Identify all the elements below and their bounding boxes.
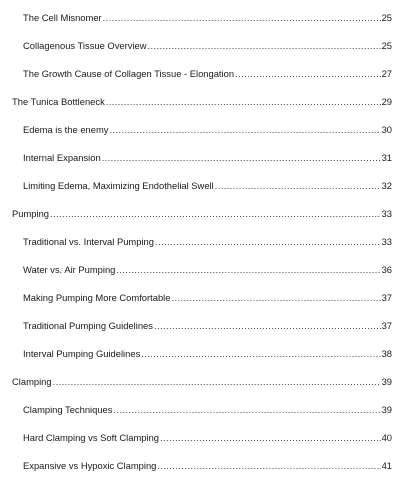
toc-entry-growth-cause-collagen[interactable] [23, 68, 392, 80]
toc-entry-interval-guidelines[interactable] [23, 348, 392, 360]
toc-entry-page: 25 [381, 12, 392, 23]
toc-entry-page: 36 [381, 264, 392, 275]
toc-entry-collagenous-tissue-overview[interactable] [23, 40, 392, 52]
toc-entry-tunica-bottleneck[interactable] [12, 96, 392, 108]
toc-entry-limiting-edema[interactable] [23, 180, 392, 192]
toc-entry-page: 25 [381, 40, 392, 51]
toc-entry-page: 39 [381, 404, 392, 415]
toc-entry-title: Traditional Pumping Guidelines [23, 320, 153, 331]
toc-entry-page: 40 [381, 432, 392, 443]
toc-entry-title: Edema is the enemy [23, 124, 109, 135]
toc-entry-title: Expansive vs Hypoxic Clamping [23, 460, 157, 471]
toc-entry-page: 27 [381, 68, 392, 79]
toc-entry-page: 39 [381, 376, 392, 387]
toc-entry-title: Internal Expansion [23, 152, 101, 163]
dot-leader [215, 180, 381, 192]
dot-leader [235, 68, 381, 80]
toc-entry-page: 41 [381, 460, 392, 471]
toc-entry-clamping[interactable] [12, 376, 392, 388]
toc-entry-pumping[interactable] [12, 208, 392, 220]
dot-leader [106, 96, 381, 108]
toc-entry-page: 32 [381, 180, 392, 191]
toc-entry-title: Collagenous Tissue Overview [23, 40, 147, 51]
dot-leader [157, 460, 380, 472]
dot-leader [160, 432, 381, 444]
toc-entry-title: Making Pumping More Comfortable [23, 292, 171, 303]
toc-entry-water-vs-air[interactable] [23, 264, 392, 276]
dot-leader [171, 292, 380, 304]
toc-entry-title: Pumping [12, 208, 50, 219]
toc-entry-title: Water vs. Air Pumping [23, 264, 116, 275]
toc-entry-title: The Cell Misnomer [23, 12, 102, 23]
toc-entry-page: 37 [381, 320, 392, 331]
dot-leader [109, 124, 380, 136]
dot-leader [141, 348, 380, 360]
toc-entry-page: 37 [381, 292, 392, 303]
toc-entry-traditional-vs-interval[interactable] [23, 236, 392, 248]
toc-entry-page: 38 [381, 348, 392, 359]
dot-leader [155, 236, 381, 248]
dot-leader [103, 12, 381, 24]
dot-leader [116, 264, 380, 276]
toc-entry-edema-enemy[interactable] [23, 124, 392, 136]
dot-leader [50, 208, 381, 220]
toc-entry-page: 33 [381, 208, 392, 219]
dot-leader [154, 320, 381, 332]
toc-entry-title: Interval Pumping Guidelines [23, 348, 141, 359]
toc-entry-title: Hard Clamping vs Soft Clamping [23, 432, 159, 443]
toc-entry-title: Clamping [12, 376, 52, 387]
toc-entry-hard-vs-soft-clamping[interactable] [23, 432, 392, 444]
dot-leader [102, 152, 381, 164]
toc-entry-expansive-vs-hypoxic[interactable] [23, 460, 392, 472]
toc-entry-pumping-comfortable[interactable] [23, 292, 392, 304]
toc-entry-title: Limiting Edema, Maximizing Endothelial Swell [23, 180, 214, 191]
toc-entry-page: 33 [381, 236, 392, 247]
toc-entry-clamping-techniques[interactable] [23, 404, 392, 416]
toc-entry-page: 30 [381, 124, 392, 135]
toc-entry-title: Traditional vs. Interval Pumping [23, 236, 154, 247]
toc-entry-title: The Tunica Bottleneck [12, 96, 105, 107]
dot-leader [113, 404, 380, 416]
toc-entry-internal-expansion[interactable] [23, 152, 392, 164]
toc-entry-page: 29 [381, 96, 392, 107]
toc-entry-page: 31 [381, 152, 392, 163]
toc-entry-traditional-guidelines[interactable] [23, 320, 392, 332]
dot-leader [148, 40, 381, 52]
toc-entry-cell-misnomer[interactable] [23, 12, 392, 24]
toc-entry-title: Clamping Techniques [23, 404, 113, 415]
toc-entry-title: The Growth Cause of Collagen Tissue - Elongation [23, 68, 235, 79]
dot-leader [53, 376, 381, 388]
